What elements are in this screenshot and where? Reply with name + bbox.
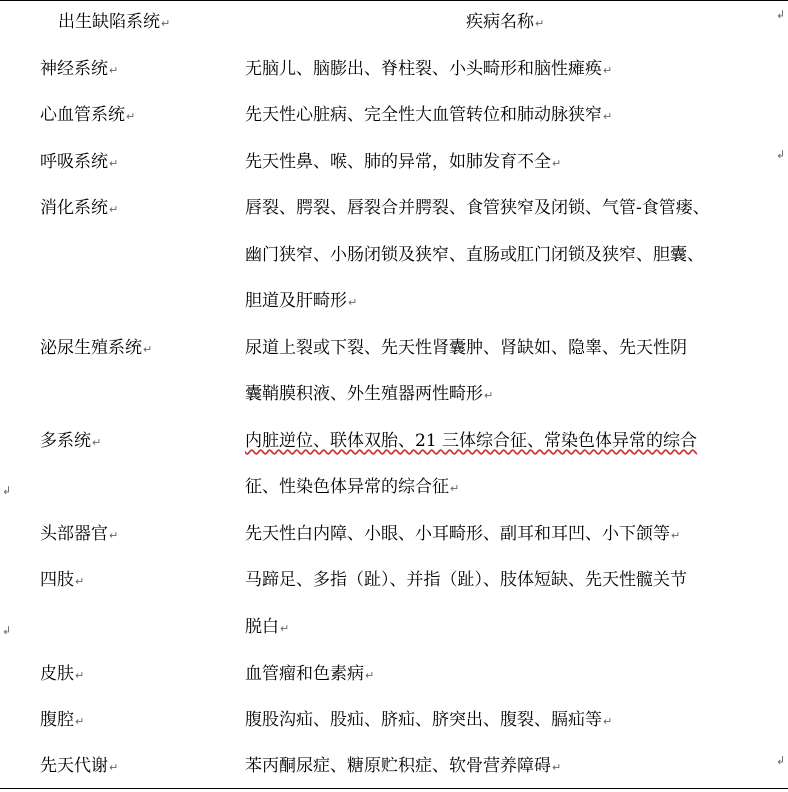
disease-list-line: 征、性染色体异常的综合征↵ <box>245 477 460 497</box>
disease-list: 先天性白内障、小眼、小耳畸形、副耳和耳凹、小下颌等↵ <box>245 524 681 544</box>
system-label: 泌尿生殖系统↵ <box>40 338 153 358</box>
disease-list: 腹股沟疝、股疝、脐疝、脐突出、腹裂、膈疝等↵ <box>245 710 613 730</box>
system-label: 心血管系统↵ <box>40 105 136 125</box>
table-bottom-rule <box>0 788 788 789</box>
system-label: 头部器官↵ <box>40 524 119 544</box>
disease-list-line: 幽门狭窄、小肠闭锁及狭窄、直肠或肛门闭锁及狭窄、胆囊、 <box>245 245 704 265</box>
disease-list: 无脑儿、脑膨出、脊柱裂、小头畸形和脑性瘫痪↵ <box>245 59 613 79</box>
disease-list-line: 尿道上裂或下裂、先天性肾囊肿、肾缺如、隐睾、先天性阴 <box>245 338 687 358</box>
disease-list: 先天性鼻、喉、肺的异常，如肺发育不全↵ <box>245 152 562 172</box>
disease-list: 先天性心脏病、完全性大血管转位和肺动脉狭窄↵ <box>245 105 613 125</box>
disease-list-line: 马蹄足、多指（趾）、并指（趾）、肢体短缺、先天性髋关节 <box>245 570 687 590</box>
row-end-mark: ↲ <box>776 148 786 161</box>
system-label: 先天代谢↵ <box>40 756 119 776</box>
disease-list-line: 胆道及肝畸形↵ <box>245 291 358 311</box>
row-end-mark: ↲ <box>776 754 786 767</box>
system-label: 呼吸系统↵ <box>40 152 119 172</box>
row-end-mark: ↲ <box>2 484 12 497</box>
disease-list: 苯丙酮尿症、糖原贮积症、软骨营养障碍↵ <box>245 756 562 776</box>
row-end-mark: ↲ <box>776 8 786 21</box>
system-label: 皮肤↵ <box>40 664 85 684</box>
system-label: 腹腔↵ <box>40 710 85 730</box>
row-end-mark: ↲ <box>2 624 12 637</box>
system-label: 消化系统↵ <box>40 198 119 218</box>
disease-list-line: 脱白↵ <box>245 617 290 637</box>
disease-list-line: 唇裂、腭裂、唇裂合并腭裂、食管狭窄及闭锁、气管-食管瘘、 <box>245 198 710 218</box>
system-label: 神经系统↵ <box>40 59 119 79</box>
header-diseases: 疾病名称↵ <box>466 12 545 32</box>
header-system: 出生缺陷系统↵ <box>58 12 171 32</box>
disease-list-line: 内脏逆位、联体双胎、21 三体综合征、常染色体异常的综合 <box>245 431 698 451</box>
disease-list: 血管瘤和色素病↵ <box>245 664 375 684</box>
system-label: 四肢↵ <box>40 570 85 590</box>
system-label: 多系统↵ <box>40 431 102 451</box>
disease-list-line: 囊鞘膜积液、外生殖器两性畸形↵ <box>245 384 494 404</box>
